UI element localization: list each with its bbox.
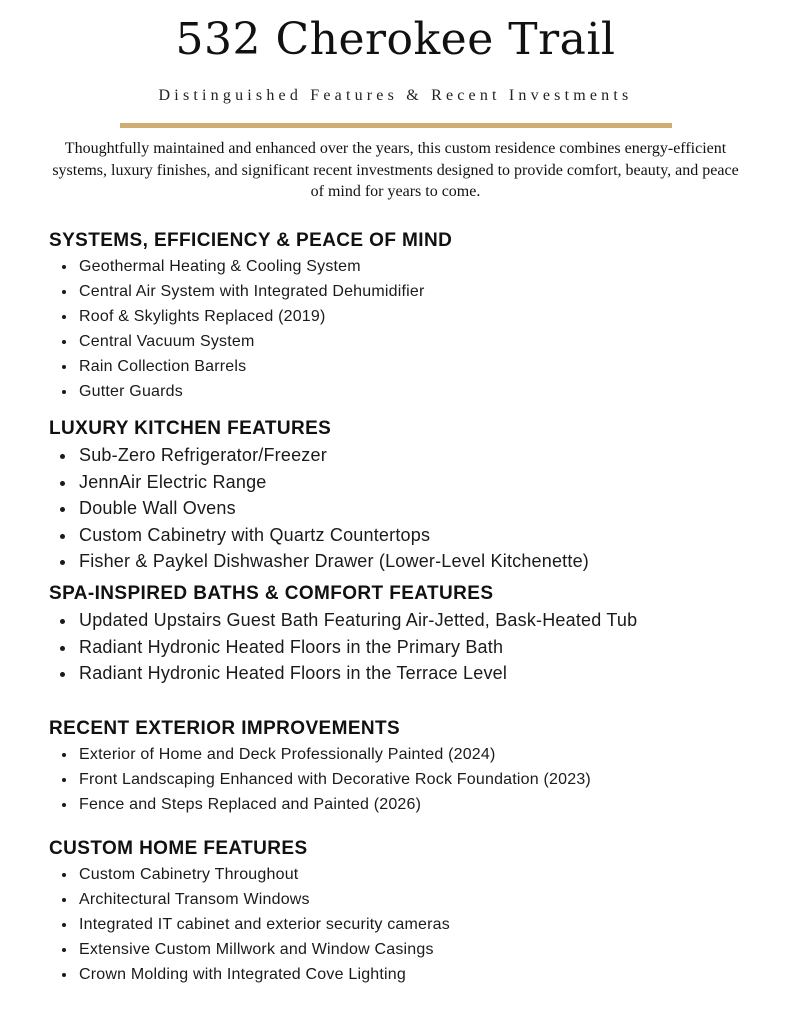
section-heading: CUSTOM HOME FEATURES	[49, 838, 308, 859]
section-custom-home	[49, 838, 769, 987]
feature-list	[49, 742, 769, 817]
list-item: • Integrated IT cabinet and exterior security cameras	[77, 912, 769, 937]
section-heading: RECENT EXTERIOR IMPROVEMENTS	[49, 718, 401, 739]
list-item: • Roof & Skylights Replaced (2019)	[77, 304, 769, 329]
list-item: • Exterior of Home and Deck Professionally Painted (2024)	[77, 742, 769, 767]
list-item: • Fisher & Paykel Dishwasher Drawer (Lower-Level Kitchenette)	[77, 548, 769, 575]
list-item: • Rain Collection Barrels	[77, 354, 769, 379]
list-item: • Sub-Zero Refrigerator/Freezer	[77, 442, 769, 469]
section-exterior	[49, 718, 769, 817]
list-item: • Architectural Transom Windows	[77, 887, 769, 912]
feature-list	[49, 862, 769, 987]
list-item: • Double Wall Ovens	[77, 495, 769, 522]
list-item: • Extensive Custom Millwork and Window Casings	[77, 937, 769, 962]
list-item: • Crown Molding with Integrated Cove Lighting	[77, 962, 769, 987]
list-item: • Central Air System with Integrated Dehumidifier	[77, 279, 769, 304]
list-item: • Updated Upstairs Guest Bath Featuring Air-Jetted, Bask-Heated Tub	[77, 607, 769, 634]
page-subtitle: Distinguished Features & Recent Investments	[158, 87, 633, 104]
list-item: • Central Vacuum System	[77, 329, 769, 354]
document-header	[0, 0, 791, 203]
list-item: • Geothermal Heating & Cooling System	[77, 254, 769, 279]
section-systems	[49, 230, 769, 404]
list-item: • Fence and Steps Replaced and Painted (2026)	[77, 792, 769, 817]
list-item: • Custom Cabinetry Throughout	[77, 862, 769, 887]
feature-list	[49, 442, 769, 575]
section-heading: LUXURY KITCHEN FEATURES	[49, 418, 332, 439]
section-heading: SPA-INSPIRED BATHS & COMFORT FEATURES	[49, 583, 494, 604]
gold-divider	[120, 123, 672, 128]
list-item: • Gutter Guards	[77, 379, 769, 404]
list-item: • Radiant Hydronic Heated Floors in the Terrace Level	[77, 660, 769, 687]
list-item: • JennAir Electric Range	[77, 469, 769, 496]
feature-list	[49, 607, 769, 687]
section-baths	[49, 583, 769, 687]
list-item: • Custom Cabinetry with Quartz Countertops	[77, 522, 769, 549]
section-heading: SYSTEMS, EFFICIENCY & PEACE OF MIND	[49, 230, 453, 251]
list-item: • Front Landscaping Enhanced with Decorative Rock Foundation (2023)	[77, 767, 769, 792]
intro-paragraph: Thoughtfully maintained and enhanced over the years, this custom residence combines energy-efficient systems, luxury finishes, and significant recent investments designed to provide comfort, beauty, and peace of mind for years to come.	[52, 140, 739, 200]
list-item: • Radiant Hydronic Heated Floors in the Primary Bath	[77, 634, 769, 661]
feature-list	[49, 254, 769, 404]
section-kitchen	[49, 418, 769, 575]
page-title: 532 Cherokee Trail	[175, 14, 616, 65]
